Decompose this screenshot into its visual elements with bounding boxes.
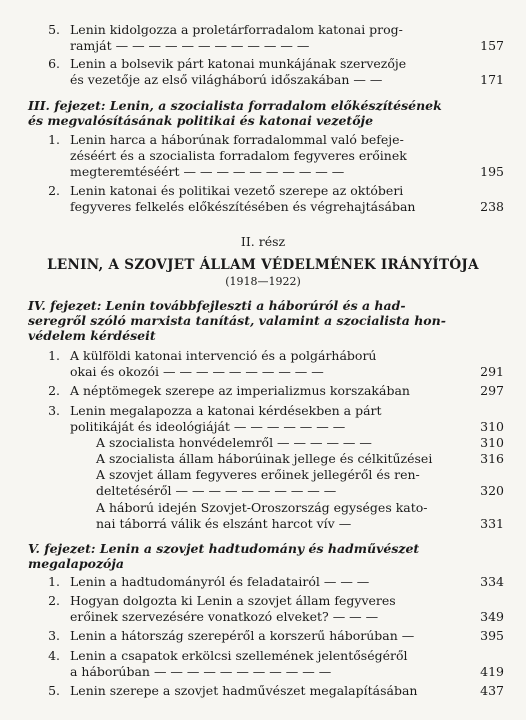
entry-text: deltetéséről — — — — — — — — — — bbox=[96, 483, 337, 498]
entry-text: erőinek szervezésére vonatkozó elveket? — — — bbox=[70, 609, 379, 624]
entry-text: Lenin a hadtudományról és feladatairól — — — bbox=[70, 574, 370, 589]
entry-page: 310 bbox=[480, 419, 504, 434]
entry-text: okai és okozói — — — — — — — — — — bbox=[70, 364, 324, 379]
entry-page: 297 bbox=[480, 383, 504, 398]
entry-text: Lenin szerepe a szovjet hadművészet megalapításában bbox=[70, 683, 418, 698]
entry-text: Lenin a bolsevik párt katonai munkájának szervezője bbox=[70, 56, 407, 71]
entry-number: 3. bbox=[48, 403, 60, 418]
entry-page: 395 bbox=[480, 628, 504, 643]
entry-text: Lenin harca a háborúnak forradalommal való befeje- bbox=[70, 132, 404, 147]
entry-page: 437 bbox=[480, 683, 504, 698]
entry-page: 334 bbox=[480, 574, 504, 589]
entry-number: 2. bbox=[48, 383, 60, 398]
part-title: LENIN, A SZOVJET ÁLLAM VÉDELMÉNEK IRÁNYÍTÓJA bbox=[47, 257, 479, 273]
entry-page: 316 bbox=[480, 451, 504, 466]
toc-page: 5. Lenin kidolgozza a proletárforradalom katonai prog- ramját — — — — — — — — — — — — 157 6. Lenin a bolsevik párt katonai munkájának szervezője és vezetője az első világháború időszakában — — 171 III. fejezet: Lenin, a szocialista forradalom előkészítésének és megvalósításának politikai és katonai vezetője 1. Lenin harca a háborúnak forradalommal való befeje- zéséért és a szocialista forradalom fegyveres erőinek megteremtéséért — — — — — — — — — — 195 2. Lenin katonai és politikai vezető szerepe az októberi fegyveres felkelés előkészítésében és végrehajtásában 238 II. rész LENIN, A SZOVJET ÁLLAM VÉDELMÉNEK IRÁNYÍTÓJA (1918—1922) IV. fejezet: Lenin továbbfejleszti a háborúról és a had- seregről szóló marxista tanítást, valamint a szocialista hon- védelem kérdéseit 1. A külföldi katonai intervenció és a polgárháború okai és okozói — — — — — — — — — — 291 2. A néptömegek szerepe az imperializmus korszakában 297 3. Lenin megalapozza a katonai kérdésekben a párt politikáját és ideológiáját — — — — — — — 310 A szocialista honvédelemről — — — — — — 310 A szocialista állam háborúinak jellege és célkitűzései 316 A szovjet állam fegyveres erőinek jellegéről és ren- deltetéséről — — — — — — — — — — 320 A háború idején Szovjet-Oroszország egységes kato- nai táborrá válik és elszánt harcot vív — 331 V. fejezet: Lenin a szovjet hadtudomány és hadművészet megalapozója 1. Lenin a hadtudományról és feladatairól — — — 334 2. Hogyan dolgozta ki Lenin a szovjet állam fegyveres erőinek szervezésére vonatkozó elveket? — — — 349 3. Lenin a hátország szerepéről a korszerű háborúban — 395 4. Lenin a csapatok erkölcsi szellemének jelentőségéről a háborúban — — — — — — — — — — — 419 5. Lenin szerepe a szovjet hadművészet megalapításában 437 bbox=[0, 0, 526, 720]
entry-number: 2. bbox=[48, 593, 60, 608]
entry-text: a háborúban — — — — — — — — — — — bbox=[70, 664, 332, 679]
entry-text: megteremtéséért — — — — — — — — — — bbox=[70, 164, 345, 179]
entry-page: 320 bbox=[480, 483, 504, 498]
entry-page: 419 bbox=[480, 664, 504, 679]
entry-number: 4. bbox=[48, 648, 60, 663]
entry-number: 1. bbox=[48, 348, 60, 363]
entry-page: 349 bbox=[480, 609, 504, 624]
entry-page: 171 bbox=[480, 72, 504, 87]
entry-text: Hogyan dolgozta ki Lenin a szovjet állam fegyveres bbox=[70, 593, 396, 608]
entry-number: 3. bbox=[48, 628, 60, 643]
entry-page: 238 bbox=[480, 199, 504, 214]
entry-page: 310 bbox=[480, 435, 504, 450]
entry-text: Lenin katonai és politikai vezető szerepe az októberi bbox=[70, 183, 404, 198]
entry-number: 1. bbox=[48, 574, 60, 589]
entry-text: A háború idején Szovjet-Oroszország egységes kato- bbox=[96, 500, 428, 515]
entry-text: ramját — — — — — — — — — — — — bbox=[70, 38, 310, 53]
entry-text: A néptömegek szerepe az imperializmus korszakában bbox=[70, 383, 410, 398]
entry-text: politikáját és ideológiáját — — — — — — — bbox=[70, 419, 346, 434]
entry-text: és vezetője az első világháború időszakában — — bbox=[70, 72, 383, 87]
entry-page: 157 bbox=[480, 38, 504, 53]
entry-text: A szocialista állam háborúinak jellege és célkitűzései bbox=[96, 451, 433, 466]
entry-text: Lenin a csapatok erkölcsi szellemének jelentőségéről bbox=[70, 648, 408, 663]
entry-page: 331 bbox=[480, 516, 504, 531]
entry-text: A külföldi katonai intervenció és a polgárháború bbox=[70, 348, 377, 363]
entry-page: 291 bbox=[480, 364, 504, 379]
entry-text: A szocialista honvédelemről — — — — — — bbox=[96, 435, 372, 450]
entry-text: nai táborrá válik és elszánt harcot vív — bbox=[96, 516, 352, 531]
entry-text: Lenin megalapozza a katonai kérdésekben a párt bbox=[70, 403, 382, 418]
entry-number: 1. bbox=[48, 132, 60, 147]
entry-text: fegyveres felkelés előkészítésében és végrehajtásában bbox=[70, 199, 416, 214]
entry-number: 5. bbox=[48, 683, 60, 698]
part-label: II. rész bbox=[240, 234, 286, 249]
entry-number: 2. bbox=[48, 183, 60, 198]
entry-number: 5. bbox=[48, 22, 60, 37]
entry-text: zéséért és a szocialista forradalom fegyveres erőinek bbox=[70, 148, 407, 163]
entry-number: 6. bbox=[48, 56, 60, 71]
entry-text: A szovjet állam fegyveres erőinek jellegéről és ren- bbox=[96, 467, 420, 482]
entry-text: Lenin kidolgozza a proletárforradalom katonai prog- bbox=[70, 22, 403, 37]
entry-text: Lenin a hátország szerepéről a korszerű háborúban — bbox=[70, 628, 415, 643]
entry-page: 195 bbox=[480, 164, 504, 179]
part-years: (1918—1922) bbox=[225, 275, 301, 288]
